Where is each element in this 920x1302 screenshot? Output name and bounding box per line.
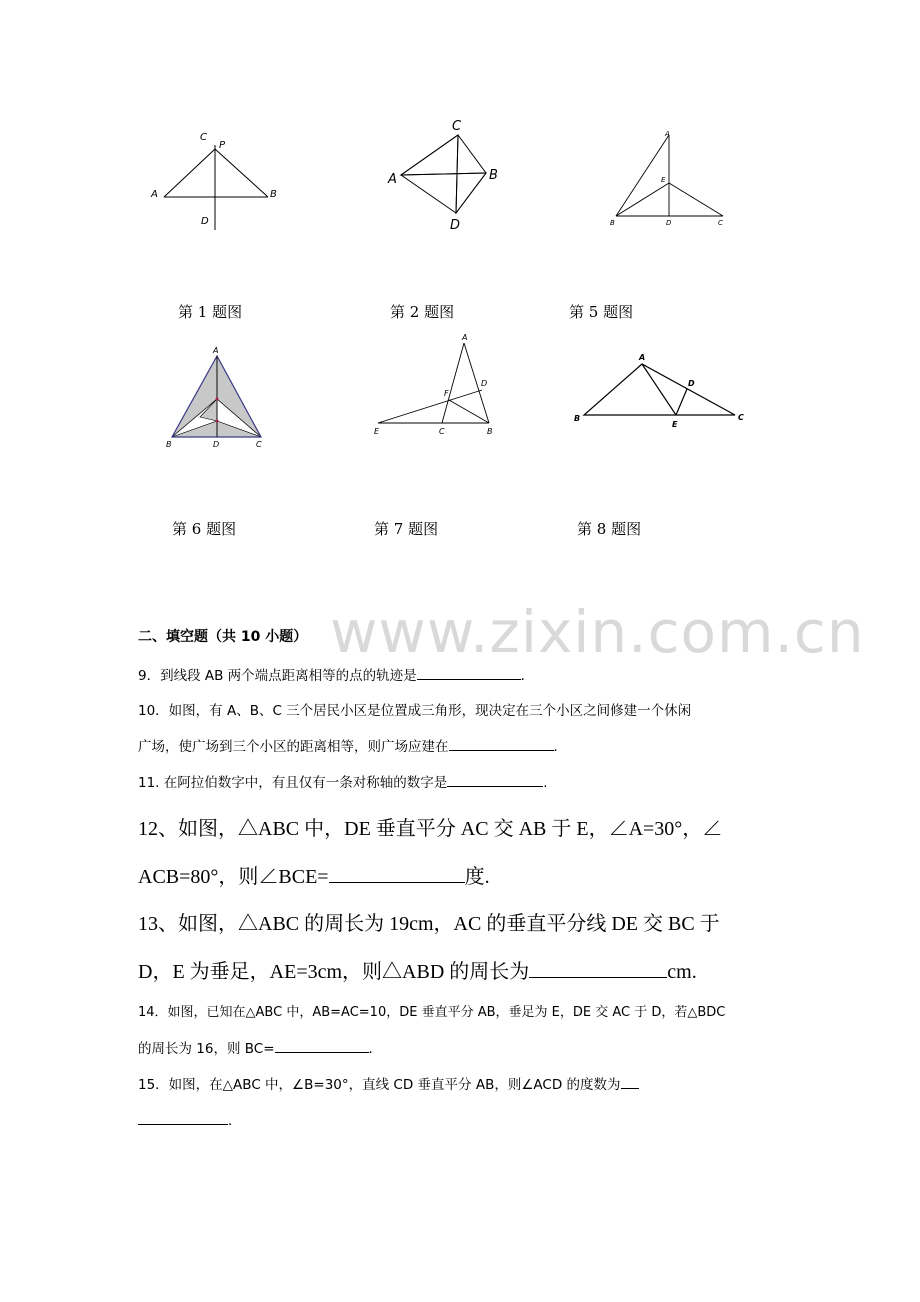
section-title: 二、填空题（共 10 小题）: [138, 629, 308, 645]
answer-blank-11[interactable]: [447, 773, 543, 788]
label-a: A: [665, 130, 670, 138]
caption-fig6: 第 6 题图: [172, 520, 237, 538]
watermark: www.zixin.com.cn: [330, 598, 865, 666]
label-d: D: [213, 440, 220, 449]
answer-blank-9[interactable]: [417, 666, 521, 681]
caption-fig8: 第 8 题图: [577, 520, 642, 538]
answer-blank-10[interactable]: [449, 737, 554, 752]
label-c: C: [439, 427, 445, 436]
question-12-line1: 12、如图，△ABC 中，DE 垂直平分 AC 交 AB 于 E，∠A=30°，∠: [138, 818, 723, 840]
figure-8: [570, 345, 750, 435]
label-d: D: [688, 379, 695, 388]
label-a: A: [213, 346, 219, 355]
caption-fig1: 第 1 题图: [178, 303, 243, 321]
label-a: A: [151, 189, 158, 200]
answer-blank-15a[interactable]: [621, 1075, 639, 1090]
answer-blank-13[interactable]: [529, 957, 667, 978]
caption-fig5: 第 5 题图: [569, 303, 634, 321]
question-9: 9．到线段 AB 两个端点距离相等的点的轨迹是 ．: [138, 664, 534, 684]
figure-1: [140, 120, 290, 235]
label-b: B: [574, 414, 581, 423]
figure-5: [605, 125, 735, 230]
label-b: B: [487, 427, 493, 436]
figure-2: [385, 115, 510, 240]
question-12-line2: ACB=80°，则∠BCE= 度.: [138, 860, 490, 889]
label-d: D: [666, 219, 672, 227]
label-e: E: [672, 420, 678, 429]
label-c: C: [256, 440, 262, 449]
label-b: B: [270, 189, 277, 200]
answer-blank-12[interactable]: [329, 862, 465, 883]
caption-fig2: 第 2 题图: [390, 303, 455, 321]
caption-fig7: 第 7 题图: [374, 520, 439, 538]
question-15-line2: ．: [138, 1109, 242, 1129]
question-10-line1: 10．如图，有 A、B、C 三个居民小区是位置成三角形，现决定在三个小区之间修建一个休闲: [138, 703, 692, 719]
label-p: P: [219, 140, 226, 151]
figure-7: [368, 330, 503, 442]
question-14-line1: 14．如图，已知在△ABC 中，AB=AC=10，DE 垂直平分 AB，垂足为 E，DE 交 AC 于 D，若△BDC: [138, 1005, 726, 1020]
question-13-line1: 13、如图，△ABC 的周长为 19cm，AC 的垂直平分线 DE 交 BC 于: [138, 913, 720, 935]
label-a: A: [639, 353, 646, 362]
label-c: C: [200, 132, 207, 143]
label-a: A: [388, 172, 397, 187]
label-b: B: [489, 168, 498, 183]
label-c: C: [718, 219, 723, 227]
question-10-line2: 广场，使广场到三个小区的距离相等，则广场应建在 ．: [138, 735, 567, 755]
label-e: E: [661, 176, 666, 184]
answer-blank-15b[interactable]: [138, 1111, 228, 1126]
label-d: D: [201, 216, 209, 227]
label-b: B: [610, 219, 615, 227]
question-14-line2: 的周长为 16，则 BC= ．: [138, 1037, 382, 1057]
label-d: D: [481, 379, 488, 388]
question-11: 11. 在阿拉伯数字中，有且仅有一条对称轴的数字是 .: [138, 771, 548, 791]
question-13-line2: D，E 为垂足，AE=3cm，则△ABD 的周长为 cm.: [138, 955, 697, 984]
answer-blank-14[interactable]: [275, 1039, 369, 1054]
question-15-line1: 15．如图，在△ABC 中，∠B=30°，直线 CD 垂直平分 AB，则∠ACD 的度数为: [138, 1073, 639, 1093]
question-9-text: 9．到线段 AB 两个端点距离相等的点的轨迹是: [138, 668, 417, 684]
label-c: C: [452, 119, 462, 134]
figure-6: [160, 343, 275, 455]
label-a: A: [462, 333, 468, 342]
label-c: C: [738, 413, 744, 422]
label-e: E: [374, 427, 380, 436]
label-b: B: [166, 440, 172, 449]
label-f: F: [444, 389, 449, 398]
label-d: D: [450, 218, 461, 233]
